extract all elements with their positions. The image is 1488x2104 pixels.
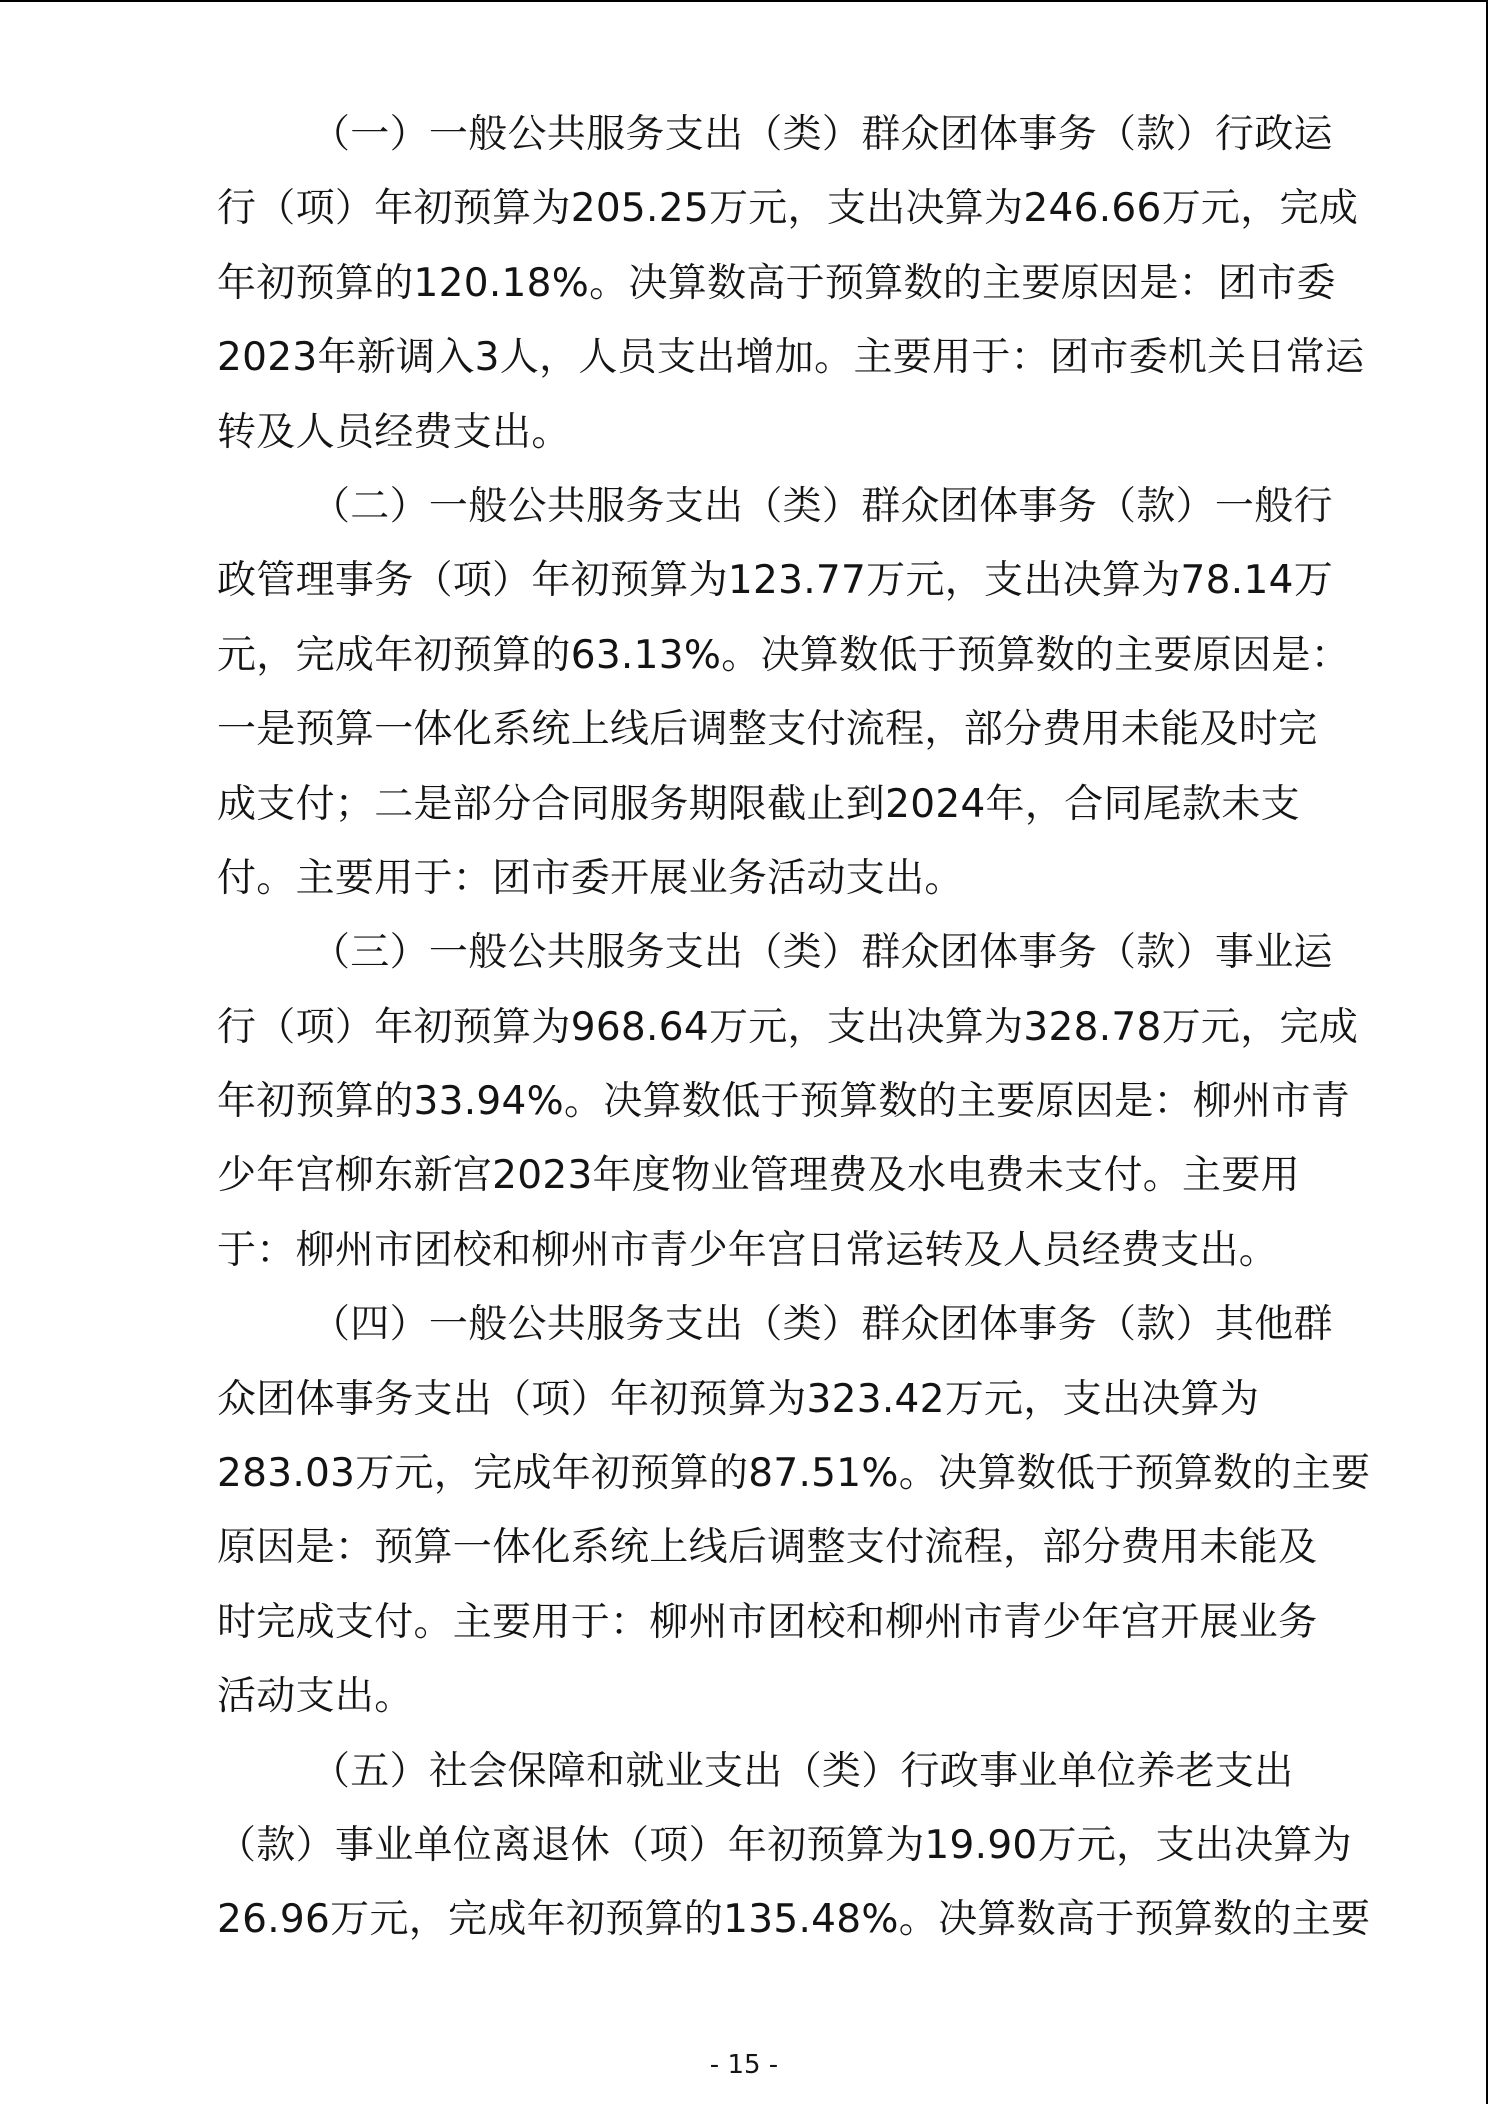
paragraph-general-administrative-affairs [217, 470, 1351, 916]
text-line: （一）一般公共服务支出（类）群众团体事务（款）行政运 [311, 112, 1333, 157]
text-line: 于：柳州市团校和柳州市青少年宫日常运转及人员经费支出。 [217, 1227, 1279, 1273]
text-line: 26.96万元，完成年初预算的135.48%。决算数高于预算数的主要 [217, 1897, 1371, 1943]
text-line: 时完成支付。主要用于：柳州市团校和柳州市青少年宫开展业务 [217, 1599, 1318, 1645]
paragraph-institution-operation [217, 916, 1359, 1288]
text-line: 众团体事务支出（项）年初预算为323.42万元，支出决算为 [217, 1376, 1260, 1422]
page-number: - 15 - [709, 2050, 779, 2080]
text-line: 一是预算一体化系统上线后调整支付流程，部分费用未能及时完 [217, 707, 1318, 753]
text-line: （二）一般公共服务支出（类）群众团体事务（款）一般行 [311, 483, 1333, 529]
text-line: 行（项）年初预算为205.25万元，支出决算为246.66万元，完成 [217, 186, 1359, 232]
paragraph-social-security-pension [217, 1735, 1371, 1958]
text-line: 成支付；二是部分合同服务期限截止到2024年，合同尾款未支 [217, 781, 1300, 827]
text-line: 年初预算的33.94%。决算数低于预算数的主要原因是：柳州市青 [217, 1079, 1351, 1125]
text-line: 2023年新调入3人，人员支出增加。主要用于：团市委机关日常运 [217, 335, 1365, 381]
paragraph-administrative-operation [217, 98, 1365, 470]
text-line: （五）社会保障和就业支出（类）行政事业单位养老支出 [311, 1748, 1294, 1794]
text-line: （三）一般公共服务支出（类）群众团体事务（款）事业运 [311, 930, 1333, 976]
text-line: 活动支出。 [217, 1674, 414, 1720]
text-line: 转及人员经费支出。 [217, 409, 571, 455]
document-body [217, 98, 1371, 1958]
text-line: 原因是：预算一体化系统上线后调整支付流程，部分费用未能及 [217, 1525, 1318, 1571]
text-line: 283.03万元，完成年初预算的87.51%。决算数低于预算数的主要 [217, 1451, 1371, 1497]
text-line: （四）一般公共服务支出（类）群众团体事务（款）其他群 [311, 1302, 1333, 1348]
paragraph-other-mass-organization-affairs [217, 1288, 1371, 1734]
text-line: 元，完成年初预算的63.13%。决算数低于预算数的主要原因是： [217, 632, 1351, 678]
text-line: （款）事业单位离退休（项）年初预算为19.90万元，支出决算为 [217, 1822, 1352, 1868]
text-line: 年初预算的120.18%。决算数高于预算数的主要原因是：团市委 [217, 260, 1336, 306]
text-line: 少年宫柳东新宫2023年度物业管理费及水电费未支付。主要用 [217, 1153, 1300, 1199]
text-line: 政管理事务（项）年初预算为123.77万元，支出决算为78.14万 [217, 558, 1334, 604]
text-line: 付。主要用于：团市委开展业务活动支出。 [217, 855, 964, 901]
text-line: 行（项）年初预算为968.64万元，支出决算为328.78万元，完成 [217, 1004, 1359, 1050]
